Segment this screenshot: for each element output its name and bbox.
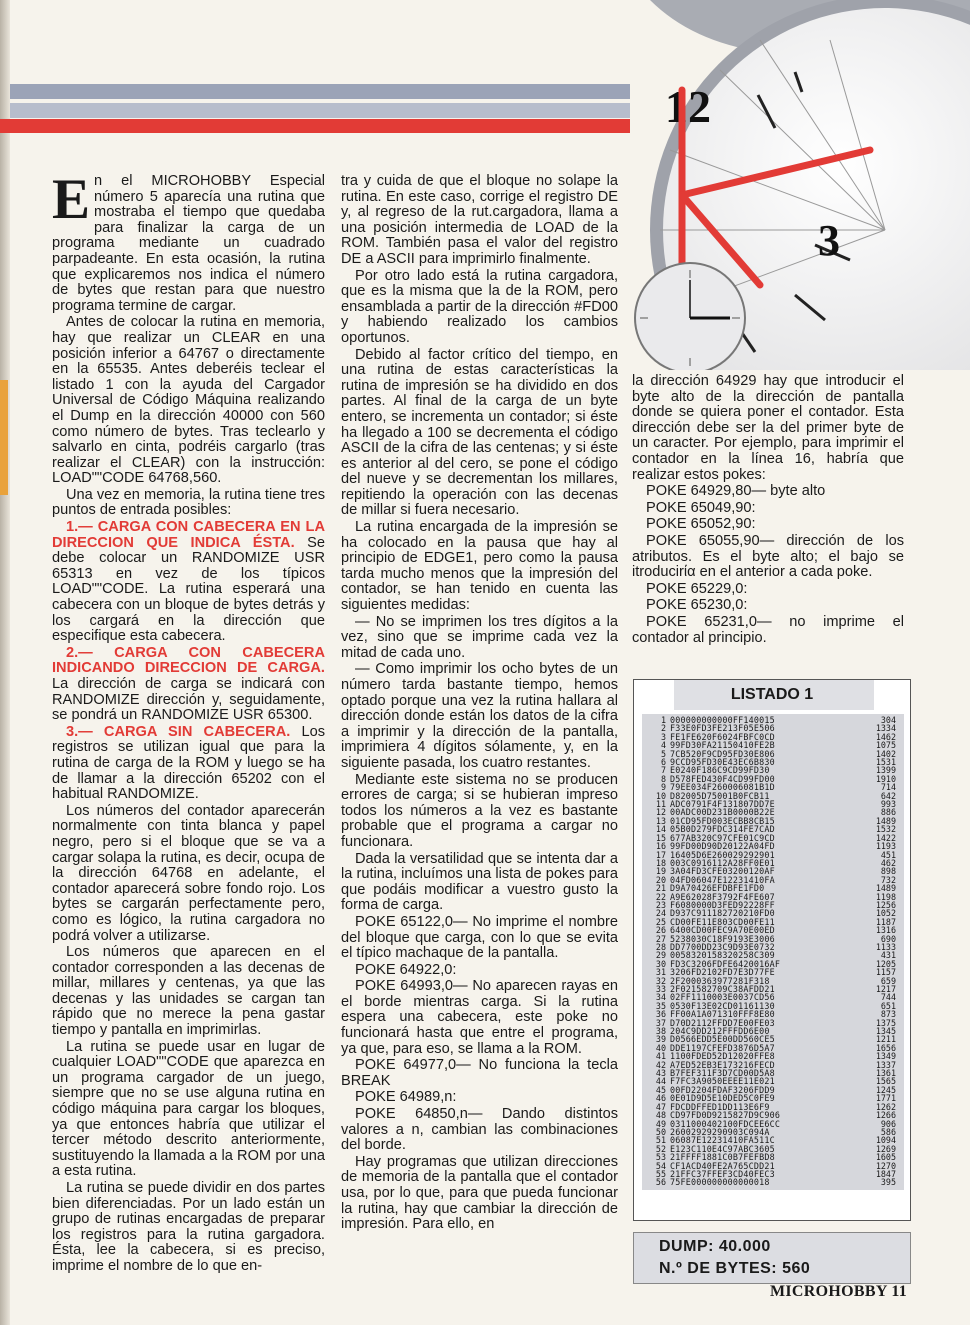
text-column-3 xyxy=(632,374,904,647)
checksum: 1193 xyxy=(875,841,896,852)
entry-text-2: La dirección de carga se indicará con RANDOMIZE dirección y, seguidamente, se pondrá un RANDOMIZE USR 65300. xyxy=(52,676,325,724)
line-number: 26 xyxy=(655,925,666,936)
line-number: 2 xyxy=(660,723,666,734)
checksum: 431 xyxy=(880,950,896,961)
hex-data: 99FD00D90D20122A04FD xyxy=(670,841,775,852)
checksum: 1605 xyxy=(875,1152,896,1163)
checksum: 1847 xyxy=(875,1168,896,1179)
clock-numeral-3: 3 xyxy=(818,216,840,265)
hex-data: B7FEF311F3D7CD00D5A8 xyxy=(670,1068,775,1079)
line-number: 56 xyxy=(655,1177,666,1188)
poke-entry: POKE 65122,0— No imprime el nombre del bloque que carga, con lo que se evita el típico machaque de la pantalla. xyxy=(341,913,618,962)
hex-data: 99FD30FA21150410FE2B xyxy=(670,740,775,751)
poke-entry: POKE 65231,0— no imprime el contador al principio. xyxy=(632,613,904,646)
line-number: 53 xyxy=(655,1152,666,1163)
poke-entry: POKE 64989,n: xyxy=(355,1089,457,1106)
line-number: 38 xyxy=(655,1026,666,1037)
checksum: 1489 xyxy=(875,883,896,894)
checksum: 1245 xyxy=(875,1084,896,1095)
checksum: 1422 xyxy=(875,832,896,843)
clock-numeral-12: 12 xyxy=(665,81,711,132)
line-number: 16 xyxy=(655,841,666,852)
line-number: 47 xyxy=(655,1101,666,1112)
listing-lines xyxy=(644,716,896,1187)
checksum: 1402 xyxy=(875,748,896,759)
text-column-1 xyxy=(52,168,325,1276)
hex-data: 003C0916112A28FF0E01 xyxy=(670,857,775,868)
col2-paragraph: Debido al factor crítico del tiempo, en una rutina de estas características la rutina de impresión se ha dividido en dos partes. Al final de la carga de un byte entero, se incrementa un contador; si éste ha llegado a 100 se decrementa el código ASCII de la cifra de las centenas; y si éste es anterior al del cero, se pone el código del nueve y se decrementan los millares, repitiendo la operación con las decenas de millar si fuera necesario. xyxy=(341,346,618,519)
checksum: 1656 xyxy=(875,1042,896,1053)
line-number: 30 xyxy=(655,958,666,969)
hex-data: A9E62028F3792F4FE607 xyxy=(670,891,775,902)
line-number: 52 xyxy=(655,1143,666,1154)
col3-paragraph: la dirección 64929 hay que introducir el byte alto de la dirección de pantalla donde se quiera poner el contador. Esta dirección debe ser la del primer byte de un caracter. Por ejemplo, para imprimir el contador en la línea 16, habría que realizar estos pokes: xyxy=(632,373,904,483)
line-number: 54 xyxy=(655,1160,666,1171)
line-number: 14 xyxy=(655,824,666,835)
poke-entry: POKE 64929,80— byte alto xyxy=(646,483,826,500)
hex-data: 6400CD00FEC9A70E00ED xyxy=(670,925,775,936)
checksum: 1532 xyxy=(875,824,896,835)
drop-cap: E xyxy=(52,168,91,231)
hex-data: F33E0FD3FE213F05E506 xyxy=(670,723,775,734)
hex-data: 21FFC37FFEF3CD40FEC3 xyxy=(670,1168,775,1179)
line-number: 5 xyxy=(660,748,666,759)
line-number: 49 xyxy=(655,1118,666,1129)
line-number: 6 xyxy=(660,757,666,768)
checksum: 1462 xyxy=(875,731,896,742)
byte-count: N.º DE BYTES: 560 xyxy=(659,1260,811,1277)
line-number: 12 xyxy=(655,807,666,818)
hex-data: 2F2000363977281F318 xyxy=(670,975,770,986)
checksum: 1211 xyxy=(875,1034,896,1045)
entry-heading-3: 3.— CARGA SIN CABECERA. xyxy=(66,723,291,740)
hex-data: 0058320158320258C309 xyxy=(670,950,775,961)
line-number: 43 xyxy=(655,1068,666,1079)
checksum: 1262 xyxy=(875,1101,896,1112)
line-number: 1 xyxy=(660,715,666,725)
line-number: 48 xyxy=(655,1110,666,1121)
line-number: 28 xyxy=(655,941,666,952)
hex-data: CD00FE11E803CD00FE11 xyxy=(670,916,775,927)
line-number: 44 xyxy=(655,1076,666,1087)
hex-data: D9A70426EFDBFE1FD0 xyxy=(670,883,765,894)
poke-entry: POKE 64850,n— Dando distintos valores a n, cambian las combinaciones del borde. xyxy=(341,1106,618,1154)
code-listing-box xyxy=(633,679,911,1221)
orange-index-tab xyxy=(0,380,8,495)
line-number: 45 xyxy=(655,1084,666,1095)
checksum: 886 xyxy=(880,807,896,818)
hex-data: 00FD2204FDAF3206FDD9 xyxy=(670,1084,775,1095)
entry-heading-2: 2.— CARGA CON CABECERA INDICANDO DIRECCION DE CARGA. xyxy=(52,644,325,677)
line-number: 25 xyxy=(655,916,666,927)
checksum: 993 xyxy=(880,799,896,810)
checksum: 1075 xyxy=(875,740,896,751)
header-stripe-grey xyxy=(10,84,650,99)
col1-entry-3 xyxy=(52,725,325,803)
checksum: 1375 xyxy=(875,1017,896,1028)
hex-data: 9CCD95FD30E43EC6B830 xyxy=(670,757,775,768)
hex-data: 204C9DD212FFFDD6E00 xyxy=(670,1026,770,1037)
line-number: 31 xyxy=(655,967,666,978)
checksum: 1361 xyxy=(875,1068,896,1079)
line-number: 19 xyxy=(655,866,666,877)
line-number: 13 xyxy=(655,815,666,826)
col2-paragraph: — Como imprimir los ocho bytes de un número tarda bastante tiempo, hemos optado porque una vez la rutina hallara al dirección donde están los datos de la cifra a imprimir y la dirección de la pantalla, imprimiera 4 dígitos sólamente, y, en la siguiente pasada, los cuatro restantes. xyxy=(341,661,618,771)
hex-data: DD7700DD23C9D93E0732 xyxy=(670,941,775,952)
col1-entry-2 xyxy=(52,646,325,724)
line-number: 9 xyxy=(660,782,666,793)
hex-data: 5238030C18F9193E3006 xyxy=(670,933,775,944)
col2-paragraph: Dada la versatilidad que se intenta dar a la rutina, incluímos una lista de pokes para que podáis modificar a vuestro gusto la forma de carga. xyxy=(341,850,618,914)
entry-text-3: Los registros se utilizan igual que para la rutina de carga de la ROM y luego se ha de llamar a la dirección 65202 con el habitual RANDOMIZE. xyxy=(52,723,325,803)
checksum: 1052 xyxy=(875,908,896,919)
listing-row xyxy=(644,1178,896,1186)
hex-data: E0240F186C9CD99FD30 xyxy=(670,765,770,776)
dump-address: DUMP: 40.000 xyxy=(659,1238,771,1255)
checksum: 451 xyxy=(880,849,896,860)
checksum: 1266 xyxy=(875,1110,896,1121)
col2-paragraph: Hay programas que utilizan direcciones de memoria de la pantalla que el contador usa, por lo que, para que pueda funcionar la rutina, hay que cambiar la dirección de impresión. Para ello, en xyxy=(341,1153,618,1233)
hex-data: 000000000000FF140015 xyxy=(670,715,775,725)
line-number: 32 xyxy=(655,975,666,986)
line-number: 36 xyxy=(655,1009,666,1020)
hex-data: 1100FDED52D12020FFE8 xyxy=(670,1051,775,1062)
stopwatch-illustration xyxy=(630,0,970,370)
col1-paragraph: Los números que aparecen en el contador corresponden a las decenas de millar, millares y centenas, ya que las decenas y las unidades se cargan tan rápido que no merece la pena gastar tiempo y pantalla en imprimirlas. xyxy=(52,944,325,1039)
line-number: 10 xyxy=(655,790,666,801)
checksum: 898 xyxy=(880,866,896,877)
checksum: 1337 xyxy=(875,1059,896,1070)
hex-data: 00ADC00D231B0000B22E xyxy=(670,807,775,818)
hex-data: CF1ACD40FE2A765CDD21 xyxy=(670,1160,775,1171)
poke-entry: POKE 64922,0: xyxy=(355,961,457,978)
hex-data: D578FED430F4CD99FD00 xyxy=(670,773,775,784)
checksum: 1334 xyxy=(875,723,896,734)
checksum: 1316 xyxy=(875,925,896,936)
checksum: 690 xyxy=(880,933,896,944)
header-stripe-red xyxy=(0,119,640,133)
hex-data: 75FE000000000000018 xyxy=(670,1177,770,1188)
hex-data: E123C110E4C97ABC3605 xyxy=(670,1143,775,1154)
checksum: 1489 xyxy=(875,815,896,826)
checksum: 1771 xyxy=(875,1093,896,1104)
line-number: 35 xyxy=(655,1000,666,1011)
checksum: 1565 xyxy=(875,1076,896,1087)
poke-entry: POKE 65229,0: xyxy=(646,580,748,597)
hex-data: 79EE034F260006081B1D xyxy=(670,782,775,793)
hex-data: D70D2112FFDD7E00FE03 xyxy=(670,1017,775,1028)
line-number: 34 xyxy=(655,992,666,1003)
checksum: 732 xyxy=(880,874,896,885)
checksum: 1349 xyxy=(875,1051,896,1062)
hex-data: 04FD06047E12231410FA xyxy=(670,874,775,885)
checksum: 462 xyxy=(880,857,896,868)
hex-data: 0E01D9D5E10DED5C0FE9 xyxy=(670,1093,775,1104)
hex-data: 7CB520F9CD95FD30E806 xyxy=(670,748,775,759)
hex-data: FE1FE620F6024FBFC0CD xyxy=(670,731,775,742)
checksum: 1399 xyxy=(875,765,896,776)
checksum: 1270 xyxy=(875,1160,896,1171)
line-number: 27 xyxy=(655,933,666,944)
checksum: 1133 xyxy=(875,941,896,952)
line-number: 24 xyxy=(655,908,666,919)
col2-paragraph: Mediante este sistema no se producen errores de carga; si se hubieran impreso todos los números a la vez es bastante probable que el programa a cargar no funcionara. xyxy=(341,771,618,850)
checksum: 1187 xyxy=(875,916,896,927)
hex-data: A7ED52EB3E173216FECD xyxy=(670,1059,775,1070)
checksum: 1205 xyxy=(875,958,896,969)
col1-paragraph: Los números del contador aparecerán normalmente con tinta blanca y papel negro, pero si el bloque que se va a cargar solapa la rutina, es decir, ocupa de la dirección 64768 en adelante, el contador aparecerá sobre fondo rojo. Los bytes se cargarán perfectamente pero, como es lógico, la rutina cargadora no podrá volver a utilizarse. xyxy=(52,802,325,944)
poke-entry: POKE 65049,90: xyxy=(646,499,756,516)
hex-data: F6080000D3FED92228FF xyxy=(670,899,775,910)
hex-data: 0311000402100FDCEE6CC xyxy=(670,1118,781,1129)
line-number: 46 xyxy=(655,1093,666,1104)
header-stripe-light xyxy=(10,103,650,118)
checksum: 395 xyxy=(880,1177,896,1188)
col1-paragraph: n el MICROHOBBY Especial número 5 aparecía una rutina que mostraba el tiempo que quedaba para finalizar la carga de un programa mediante un cuadrado parpadeante. En esta ocasión, la rutina que explicaremos nos indica el número de bytes que restan para que nuestro programa termine de cargar. xyxy=(52,173,325,314)
poke-entry: POKE 65052,90: xyxy=(646,516,756,533)
hex-data: 21FFFF1881C0B7FEFBD8 xyxy=(670,1152,775,1163)
hex-data: 3206FD2102FD7E3D77FE xyxy=(670,967,775,978)
checksum: 586 xyxy=(880,1126,896,1137)
poke-entry: POKE 65055,90— dirección de los atributos. Es el byte alto; el bajo se itroducirία en el anterior a cada poke. xyxy=(632,532,904,581)
checksum: 651 xyxy=(880,1000,896,1011)
checksum: 744 xyxy=(880,992,896,1003)
checksum: 1269 xyxy=(875,1143,896,1154)
checksum: 659 xyxy=(880,975,896,986)
line-number: 37 xyxy=(655,1017,666,1028)
col2-paragraph: La rutina encargada de la impresión se ha colocado en la pausa que hay al principio de EDGE1, pero como la pausa tarda mucho menos que la impresión del contador, se han tenido en cuenta las siguientes medidas: xyxy=(341,519,618,614)
col2-paragraph: tra y cuida de que el bloque no solape la rutina. En este caso, corrige el registro DE y, al regreso de la rut.cargadora, llama a una posición intermedia de LOAD de la ROM. También pasa el valor del registro DE a ASCII para imprimirlo finalmente. xyxy=(341,173,618,267)
hex-data: D82005D75001B0FCB11 xyxy=(670,790,770,801)
hex-data: ADC0791F4F131807DD7E xyxy=(670,799,775,810)
line-number: 20 xyxy=(655,874,666,885)
line-number: 29 xyxy=(655,950,666,961)
line-number: 17 xyxy=(655,849,666,860)
line-number: 42 xyxy=(655,1059,666,1070)
page-edge xyxy=(0,0,10,1325)
hex-data: 0530F13E02CD01161130 xyxy=(670,1000,775,1011)
line-number: 4 xyxy=(660,740,666,751)
hex-data: FD3C3206FDFE6420016AF xyxy=(670,958,781,969)
dump-info-box xyxy=(633,1232,911,1284)
hex-data: 06087E12231410FA511C xyxy=(670,1135,775,1146)
poke-entry: POKE 64993,0— No aparecen rayas en el borde mientras carga. Si la rutina espera una cabecera, este poke no funcionará hasta que entre el programa, ya que, para eso, se llama a la ROM. xyxy=(341,978,618,1057)
col1-paragraph: La rutina se puede dividir en dos partes bien diferenciadas. Por un lado están un grupo de rutinas encargadas de preparar los registros para la rutina gargadora. Ésta, lee la cabecera, si es preciso, imprime el nombre de lo que en- xyxy=(52,1180,325,1274)
line-number: 21 xyxy=(655,883,666,894)
hex-data: D937C911182720210FD0 xyxy=(670,908,775,919)
line-number: 15 xyxy=(655,832,666,843)
line-number: 50 xyxy=(655,1126,666,1137)
checksum: 1910 xyxy=(875,773,896,784)
line-number: 40 xyxy=(655,1042,666,1053)
checksum: 1217 xyxy=(875,984,896,994)
hex-data: FF00A1A071310FFF8E80 xyxy=(670,1009,775,1020)
text-column-2 xyxy=(341,174,618,1234)
col2-paragraph: — No se imprimen los tres dígitos a la vez, sino que se imprime cada vez la mitad de cada uno. xyxy=(341,613,618,661)
poke-entry: POKE 65230,0: xyxy=(646,597,748,614)
hex-data: 3A04FD3CFE03200120AF xyxy=(670,866,775,877)
entry-heading-1: 1.— CARGA CON CABECERA EN LA DIRECCION QUE INDICA ÉSTA. xyxy=(52,519,325,551)
checksum: 304 xyxy=(880,715,896,725)
line-number: 55 xyxy=(655,1168,666,1179)
col1-paragraph: Una vez en memoria, la rutina tiene tres puntos de entrada posibles: xyxy=(52,486,325,519)
hex-data: 05B0D279FDC314FE7CAD xyxy=(670,824,775,835)
listing-body xyxy=(642,714,904,1190)
line-number: 22 xyxy=(655,891,666,902)
line-number: 3 xyxy=(660,731,666,742)
hex-data: 677AB320C97CFE01C9CD xyxy=(670,832,775,843)
checksum: 1198 xyxy=(875,891,896,902)
hex-data: 02FF1110003E0037CD56 xyxy=(670,992,775,1003)
hex-data: D0566EDD5E00DD560CE5 xyxy=(670,1034,775,1045)
checksum: 714 xyxy=(880,782,896,793)
checksum: 1345 xyxy=(875,1026,896,1037)
checksum: 1256 xyxy=(875,899,896,910)
col1-paragraph: Antes de colocar la rutina en memoria, hay que realizar un CLEAR en una posición inferior a 64767 o directamente en la 65535. Antes deberéis teclear el listado 1 con la ayuda del Cargador Universal de Código Máquina realizando el Dump en la dirección 40000 con 560 como número de bytes. Tras teclearlo y salvarlo en cinta, podréis cargarlo (tras realizar el CLEAR) con la instrucción: LOAD""CODE 64768,560. xyxy=(52,314,325,487)
poke-entry: POKE 64977,0— No funciona la tecla BREAK xyxy=(341,1057,618,1089)
listing-title: LISTADO 1 xyxy=(730,686,814,703)
hex-data: FDCDDFFED1DD113E6F9 xyxy=(670,1101,770,1112)
checksum: 642 xyxy=(880,790,896,801)
hex-data: 26002929290903C094A xyxy=(670,1126,770,1137)
col2-paragraph: Por otro lado está la rutina cargadora, que es la misma que la de la ROM, pero ensamblada a partir de la dirección #FD00 y habiendo realizado los cambios oportunos. xyxy=(341,267,618,346)
hex-data: F7FC3A9050EEEE11E021 xyxy=(670,1076,775,1087)
col1-paragraph: La rutina se puede usar en lugar de cualquier LOAD""CODE que aparezca en un programa cargador de un juego, siempre que no se use alguna rutina en código máquina para cargar los bloques, ya que entonces habría que utilizar el tercer método descrito anteriormente, sustituyendo la llamada a la ROM por una a esta rutina. xyxy=(52,1038,325,1180)
line-number: 39 xyxy=(655,1034,666,1045)
hex-data: 01CD95FD003ECBB8CB15 xyxy=(670,815,775,826)
col1-entry-1 xyxy=(52,520,325,645)
line-number: 51 xyxy=(655,1135,666,1146)
line-number: 18 xyxy=(655,857,666,868)
checksum: 906 xyxy=(880,1118,896,1129)
checksum: 1157 xyxy=(875,967,896,978)
line-number: 8 xyxy=(660,773,666,784)
entry-text-1: Se debe colocar un RANDOMIZE USR 65313 en vez de los típicos LOAD""CODE. La rutina esperará una cabecera con un bloque de bytes detrás y los cargará en la dirección que especifique esta cabecera. xyxy=(52,534,325,645)
checksum: 1531 xyxy=(875,757,896,768)
line-number: 11 xyxy=(655,799,666,810)
checksum: 1094 xyxy=(875,1135,896,1146)
hex-data: 16405D6E260029292901 xyxy=(670,849,775,860)
hex-data: CD97FD0D9215827D9C906 xyxy=(670,1110,781,1121)
page-footer: MICROHOBBY 11 xyxy=(770,1283,908,1300)
checksum: 873 xyxy=(880,1009,896,1020)
line-number: 33 xyxy=(655,984,666,994)
hex-data: 2F021582709C38AFDD21 xyxy=(670,984,775,994)
hex-data: DDE1197CFEFD3876D5A7 xyxy=(670,1042,775,1053)
line-number: 23 xyxy=(655,899,666,910)
line-number: 7 xyxy=(660,765,666,776)
line-number: 41 xyxy=(655,1051,666,1062)
